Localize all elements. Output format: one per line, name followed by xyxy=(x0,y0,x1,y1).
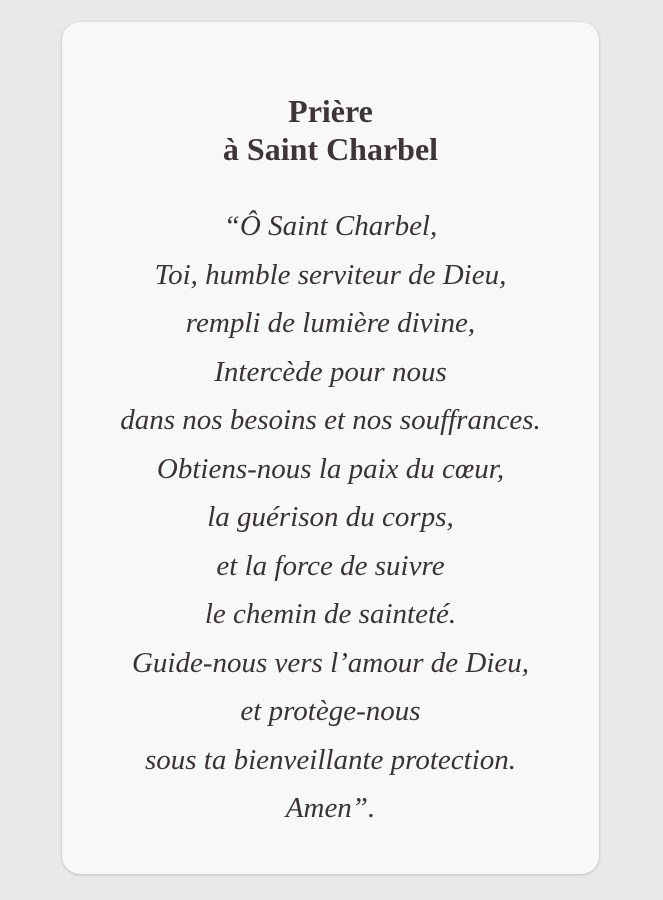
prayer-card xyxy=(62,22,599,874)
title-line-1: Prière xyxy=(288,93,373,129)
prayer-line: “Ô Saint Charbel, xyxy=(223,210,438,242)
prayer-line: la guérison du corps, xyxy=(207,501,454,533)
prayer-line: et la force de suivre xyxy=(216,549,445,582)
prayer-line: Obtiens-nous la paix du cœur, xyxy=(156,452,505,485)
prayer-text xyxy=(62,202,599,833)
prayer-line: dans nos besoins et nos souffrances. xyxy=(120,404,541,436)
prayer-line: et protège-nous xyxy=(240,695,421,727)
prayer-line: Guide-nous vers l’amour de Dieu, xyxy=(131,646,530,679)
prayer-line: Toi, humble serviteur de Dieu, xyxy=(154,258,507,291)
prayer-line: sous ta bienveillante protection. xyxy=(144,743,517,776)
title-line-2: à Saint Charbel xyxy=(222,131,439,167)
prayer-line: Intercède pour nous xyxy=(214,355,447,388)
prayer-line: rempli de lumière divine, xyxy=(185,307,476,339)
prayer-line: Amen”. xyxy=(285,792,376,824)
prayer-line: le chemin de sainteté. xyxy=(204,598,457,630)
card-title xyxy=(62,92,599,168)
